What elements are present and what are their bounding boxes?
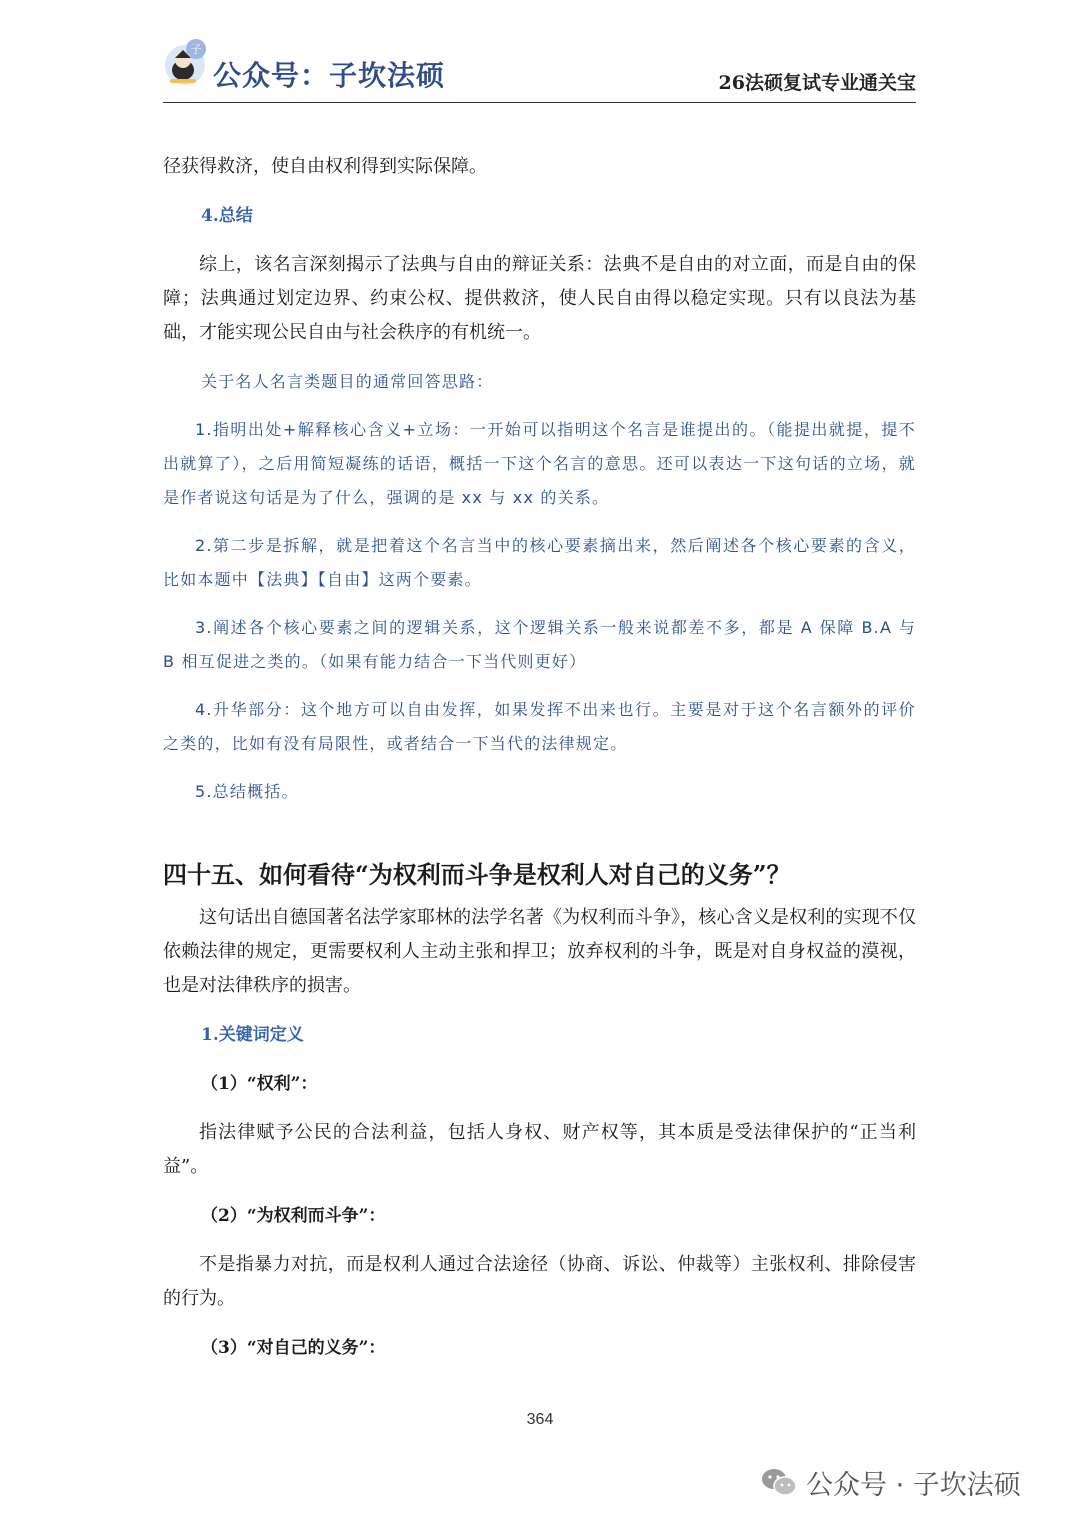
summary-heading: 4.总结 — [201, 206, 253, 226]
paragraph-continuation: 径获得救济，使自由权利得到实际保障。 — [163, 156, 487, 177]
wechat-icon — [760, 1467, 798, 1497]
answer-tip-5: 5.总结概括。 — [195, 782, 299, 801]
keyword-3-title: （3）“对自己的义务”： — [201, 1338, 386, 1358]
page-number: 364 — [526, 1411, 554, 1428]
answer-tip-2: 2.第二步是拆解，就是把着这个名言当中的核心要素摘出来，然后阐述各个核心要素的含义，比如本题中【法典】【自由】这两个要素。 — [163, 536, 916, 589]
keyword-1-title: （1）“权利”： — [201, 1074, 318, 1094]
keyword-2-text: 不是指暴力对抗，而是权利人通过合法途径（协商、诉讼、仲裁等）主张权利、排除侵害的行为。 — [163, 1254, 916, 1309]
keyword-2-title: （2）“为权利而斗争”： — [201, 1206, 386, 1226]
answer-tip-1: 1.指明出处+解释核心含义+立场：一开始可以指明这个名言是谁提出的。（能提出就提，提不出就算了），之后用简短凝练的话语，概括一下这个名言的意思。还可以表达一下这句话的立场，就是作者说这句话是为了什么，强调的是 xx 与 xx 的关系。 — [163, 420, 916, 507]
account-name: 公众号：子坎法硕 — [213, 59, 446, 92]
answer-tip-3: 3.阐述各个核心要素之间的逻辑关系，这个逻辑关系一般来说都差不多，都是 A 保障 B.A 与 B 相互促进之类的。（如果有能力结合一下当代则更好） — [163, 618, 916, 671]
keywords-heading: 1.关键词定义 — [201, 1025, 304, 1045]
page-header — [163, 36, 916, 103]
keyword-1-text: 指法律赋予公民的合法利益，包括人身权、财产权等，其本质是受法律保护的“正当利益”。 — [163, 1122, 916, 1177]
answer-tips-title: 关于名人名言类题目的通常回答思路： — [201, 372, 494, 391]
avatar-logo — [163, 38, 211, 88]
section-intro: 这句话出自德国著名法学家耶林的法学名著《为权利而斗争》，核心含义是权利的实现不仅依赖法律的规定，更需要权利人主动主张和捍卫；放弃权利的斗争，既是对自身权益的漠视，也是对法律秩序的损害。 — [163, 907, 916, 996]
page-content — [163, 150, 916, 1365]
book-title: 26法硕复试专业通关宝 — [718, 72, 916, 94]
watermark — [760, 1462, 1021, 1502]
section-title: 四十五、如何看待“为权利而斗争是权利人对自己的义务”？ — [163, 860, 791, 889]
summary-paragraph: 综上，该名言深刻揭示了法典与自由的辩证关系：法典不是自由的对立面，而是自由的保障；法典通过划定边界、约束公权、提供救济，使人民自由得以稳定实现。只有以良法为基础，才能实现公民自由与社会秩序的有机统一。 — [163, 254, 916, 343]
watermark-text: 公众号 · 子坎法硕 — [806, 1469, 1021, 1501]
answer-tip-4: 4.升华部分：这个地方可以自由发挥，如果发挥不出来也行。主要是对于这个名言额外的评价之类的，比如有没有局限性，或者结合一下当代的法律规定。 — [163, 700, 916, 753]
svg-text:子: 子 — [190, 43, 202, 56]
